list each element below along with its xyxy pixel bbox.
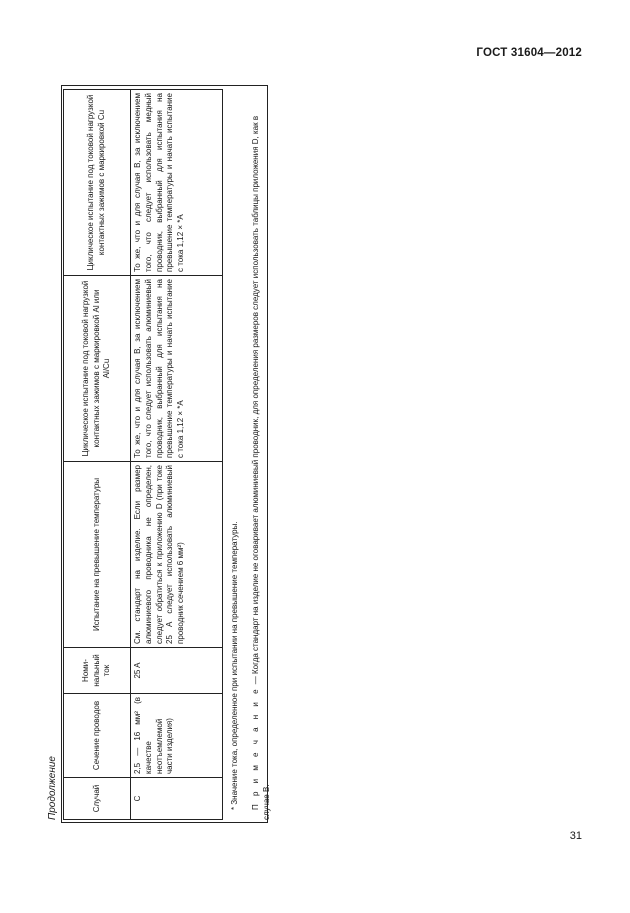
document-code: ГОСТ 31604—2012 <box>476 47 582 59</box>
footnotes-block <box>227 90 273 820</box>
footnote: * Значение тока, определенное при испытании на превышение температуры. <box>230 521 239 810</box>
continuation-label: Продолжение <box>47 756 58 820</box>
header-cyclic-al: Циклическое испытание под токовой нагрузкой контактных зажимов с маркировкой Al или Al/Cu <box>64 276 131 462</box>
cell-current: 25 A <box>131 648 223 694</box>
cell-case: C <box>131 778 223 820</box>
cell-cyclic-cu: То же, что и для случая B, за исключением того, что следует использовать медный проводник, выбранный для испытания на превышение температуры и начать испытание с тока 1,12 × *A <box>131 90 223 276</box>
table-row <box>131 90 223 820</box>
rotated-table-page <box>47 90 577 820</box>
cell-cyclic-al: То же, что и для случая B, за исключением того, что следует использовать алюминиевый проводник, выбранный для испытания на превышение температуры и начать испытание с тока 1,12 × *A <box>131 276 223 462</box>
cell-temp-test: См. стандарт на изделие. Если размер алюминиевого проводника не определен, следует обратиться к приложению D (при токе 25 А следует использовать алюминиевый проводник сечением 6 мм²) <box>131 462 223 648</box>
header-current: Номи-нальный ток <box>64 648 131 694</box>
table-header-row <box>64 90 131 820</box>
header-cyclic-cu: Циклическое испытание под токовой нагрузкой контактных зажимов с маркировкой Cu <box>64 90 131 276</box>
note-label: П р и м е ч а н и е <box>251 686 261 810</box>
page-number: 31 <box>569 830 582 842</box>
header-temp-test: Испытание на превышение температуры <box>64 462 131 648</box>
header-case: Случай <box>64 778 131 820</box>
test-conditions-table <box>63 89 223 820</box>
cell-section: 2,5 — 16 мм² (в качестве неотъемлемой части изделия) <box>131 694 223 778</box>
note <box>250 90 272 820</box>
note-text: — Когда стандарт на изделие не оговаривает алюминиевый проводник, для определения размеров следует использовать таблицы приложения D, как в случае B. <box>251 115 272 820</box>
header-section: Сечение проводов <box>64 694 131 778</box>
